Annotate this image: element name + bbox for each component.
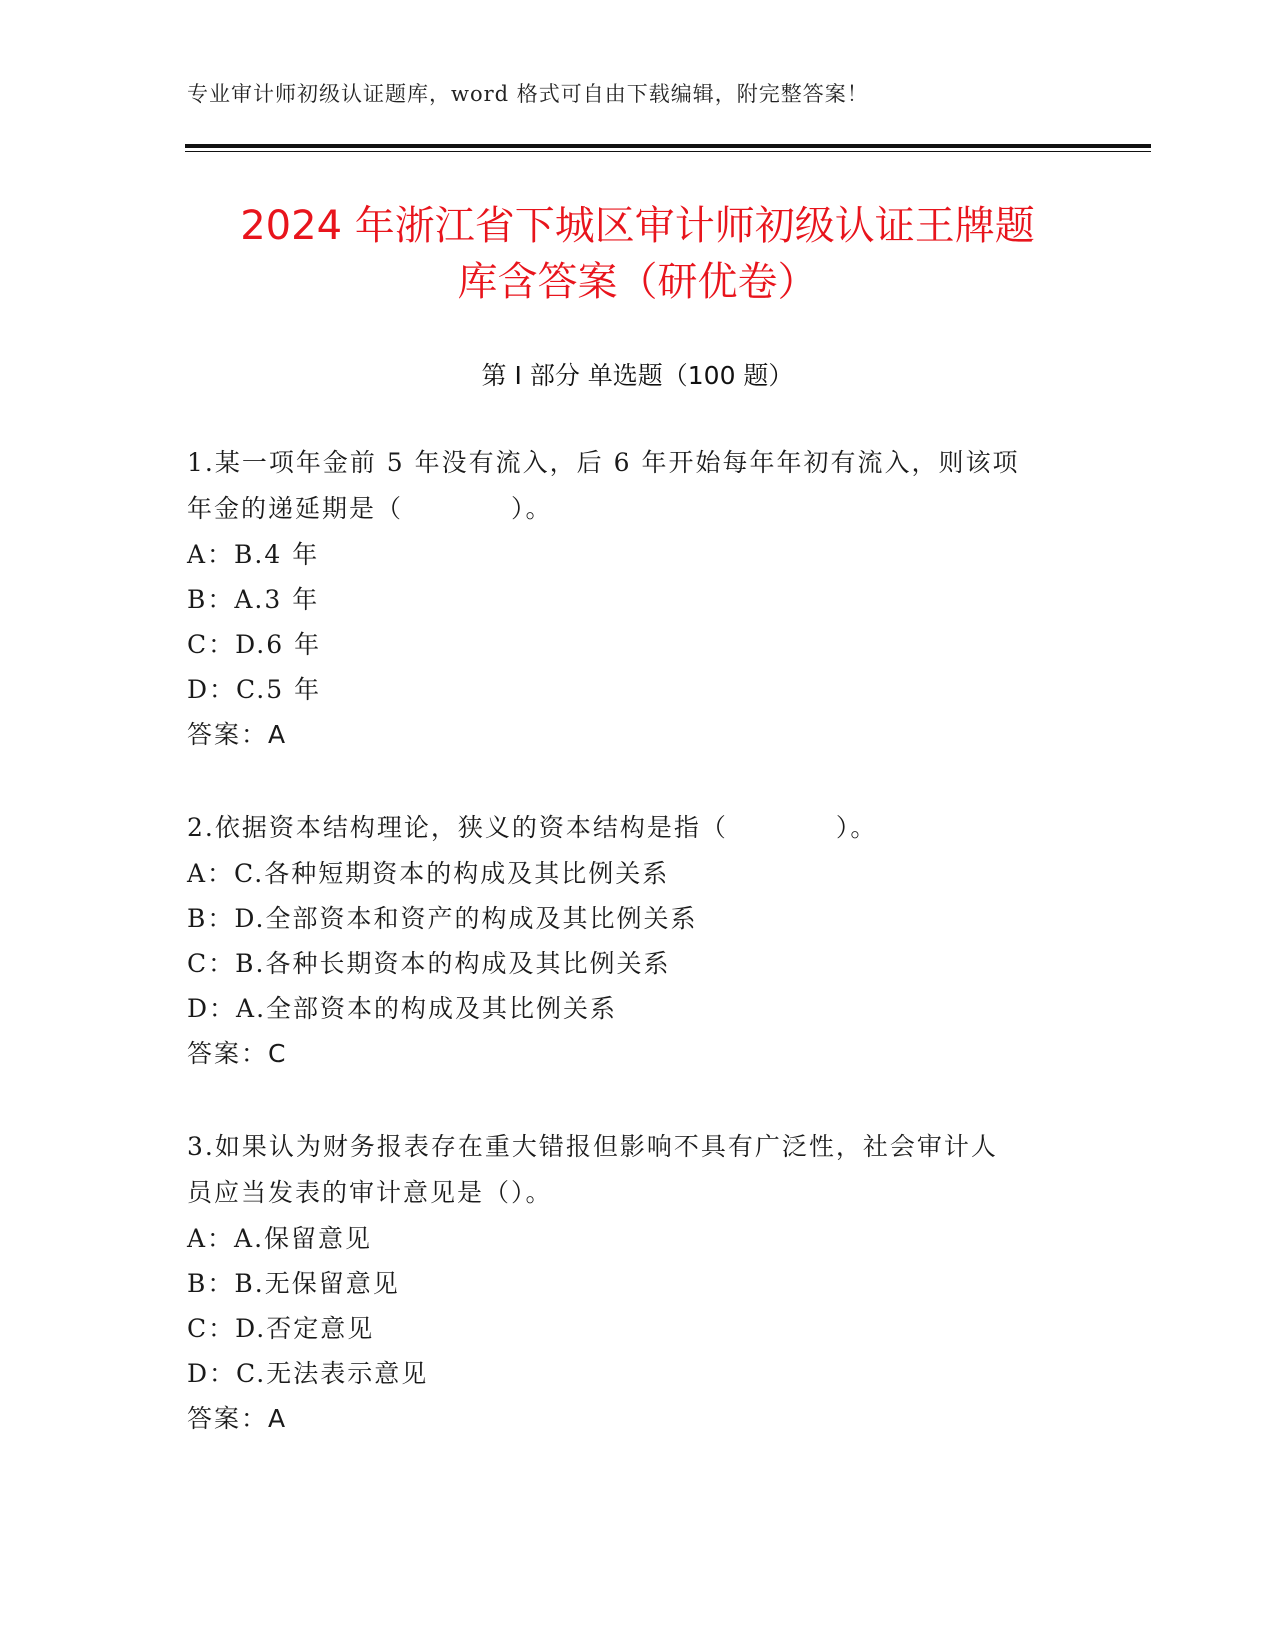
header-rule-thick xyxy=(185,144,1151,148)
option-b: B：D.全部资本和资产的构成及其比例关系 xyxy=(187,904,698,933)
option-d: D：C.5 年 xyxy=(187,675,322,704)
section-title: 第 I 部分 单选题（100 题） xyxy=(481,361,794,390)
question-3 xyxy=(187,1124,1067,1442)
option-c: C：D.6 年 xyxy=(187,630,322,659)
question-stem-line-1: 3.如果认为财务报表存在重大错报但影响不具有广泛性，社会审计人 xyxy=(187,1132,998,1161)
question-stem-line-1: 1.某一项年金前 5 年没有流入，后 6 年开始每年年初有流入，则该项 xyxy=(187,448,1020,477)
answer-value: A xyxy=(268,720,286,749)
document-title xyxy=(150,198,1125,310)
option-a: A：B.4 年 xyxy=(187,540,320,569)
option-a: A：C.各种短期资本的构成及其比例关系 xyxy=(187,859,670,888)
option-d: D：A.全部资本的构成及其比例关系 xyxy=(187,994,618,1023)
answer xyxy=(187,1031,1067,1077)
option-c: C：B.各种长期资本的构成及其比例关系 xyxy=(187,949,671,978)
option-a: A：A.保留意见 xyxy=(187,1224,373,1253)
question-stem-line-2: 员应当发表的审计意见是（）。 xyxy=(187,1178,553,1207)
answer-label: 答案： xyxy=(187,1404,269,1433)
option-b: B：A.3 年 xyxy=(187,585,320,614)
option-b: B：B.无保留意见 xyxy=(187,1269,400,1298)
question-1 xyxy=(187,440,1067,758)
question-2 xyxy=(187,805,1067,1077)
option-d: D：C.无法表示意见 xyxy=(187,1359,429,1388)
answer xyxy=(187,1396,1067,1442)
option-c: C：D.否定意见 xyxy=(187,1314,375,1343)
header-rule-thin xyxy=(185,151,1151,152)
answer-label: 答案： xyxy=(187,1039,269,1068)
question-list xyxy=(187,440,1067,1489)
answer-value: A xyxy=(268,1404,286,1433)
question-stem-line-2: 年金的递延期是（ ）。 xyxy=(187,494,553,523)
header-note: 专业审计师初级认证题库，word 格式可自由下载编辑，附完整答案！ xyxy=(187,82,869,106)
document-title-line-1: 2024 年浙江省下城区审计师初级认证王牌题 xyxy=(240,203,1035,249)
answer xyxy=(187,712,1067,758)
question-stem-line-1: 2.依据资本结构理论，狭义的资本结构是指（ ）。 xyxy=(187,813,878,842)
answer-label: 答案： xyxy=(187,720,269,749)
document-title-line-2: 库含答案（研优卷） xyxy=(457,259,818,305)
answer-value: C xyxy=(268,1039,286,1068)
